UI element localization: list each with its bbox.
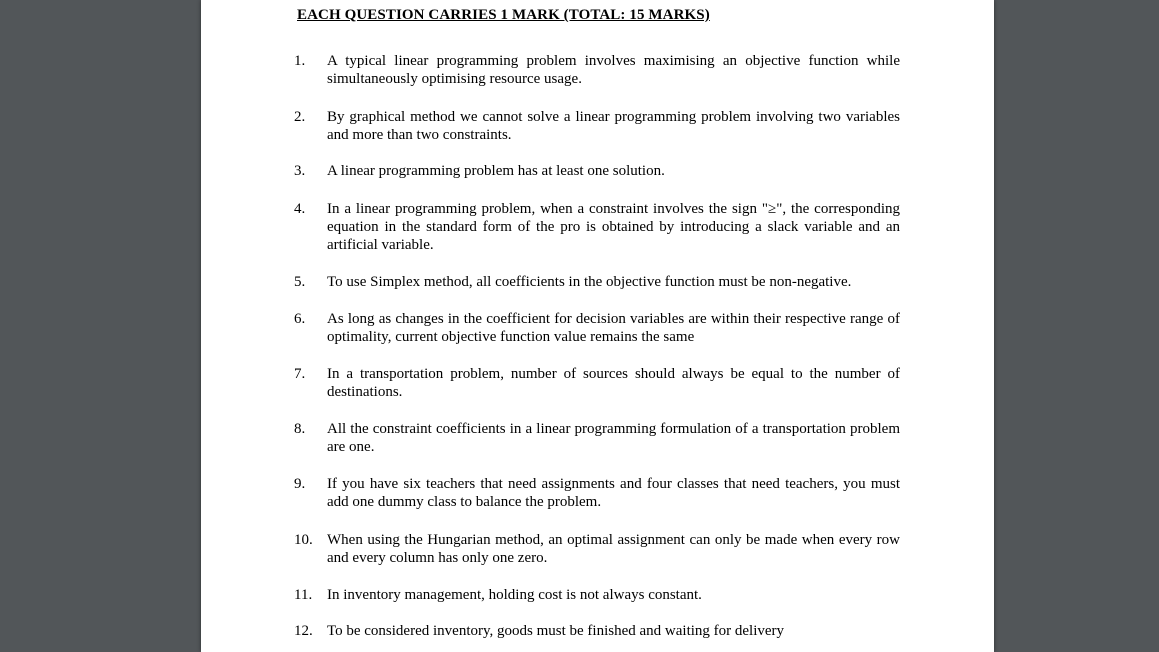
question-text: A typical linear programming problem involves maximising an objective function while simultaneously optimising resource usage. — [327, 53, 900, 87]
question-number: 1. — [294, 53, 306, 69]
question-number: 10. — [294, 532, 313, 548]
question-text: All the constraint coefficients in a linear programming formulation of a transportation problem are one. — [327, 421, 900, 455]
question-text: In a transportation problem, number of sources should always be equal to the number of destinations. — [327, 366, 900, 400]
question-number: 9. — [294, 476, 306, 492]
question-text: To use Simplex method, all coefficients in the objective function must be non-negative. — [327, 274, 852, 290]
question-number: 2. — [294, 109, 306, 125]
question-item — [294, 531, 900, 567]
question-text: To be considered inventory, goods must be finished and waiting for delivery — [327, 623, 785, 639]
question-item — [294, 52, 900, 88]
question-item — [294, 420, 900, 456]
question-number: 11. — [294, 587, 313, 603]
question-number: 3. — [294, 163, 306, 179]
question-number: 7. — [294, 366, 306, 382]
question-number: 5. — [294, 274, 306, 290]
question-item — [294, 273, 900, 291]
question-number: 12. — [294, 623, 313, 639]
question-text: In a linear programming problem, when a constraint involves the sign "≥", the corresponding equation in the standard form of the pro is obtained by introducing a slack variable and an artificial variable. — [327, 201, 900, 253]
question-item — [294, 365, 900, 401]
question-text: When using the Hungarian method, an optimal assignment can only be made when every row and every column has only one zero. — [327, 532, 900, 566]
question-item — [294, 162, 900, 180]
document-page — [201, 0, 994, 652]
question-item — [294, 475, 900, 511]
question-text: By graphical method we cannot solve a linear programming problem involving two variables and more than two constraints. — [327, 109, 900, 143]
question-item — [294, 310, 900, 346]
question-item — [294, 622, 900, 640]
question-text: In inventory management, holding cost is not always constant. — [327, 587, 702, 603]
question-item — [294, 108, 900, 144]
question-text: If you have six teachers that need assignments and four classes that need teachers, you must add one dummy class to balance the problem. — [327, 476, 900, 510]
question-number: 4. — [294, 201, 306, 217]
question-text: A linear programming problem has at least one solution. — [327, 163, 665, 179]
question-item — [294, 200, 900, 254]
section-heading: EACH QUESTION CARRIES 1 MARK (TOTAL: 15 MARKS) — [297, 7, 710, 23]
question-text: As long as changes in the coefficient for decision variables are within their respective range of optimality, current objective function value remains the same — [327, 311, 900, 345]
question-number: 8. — [294, 421, 306, 437]
question-number: 6. — [294, 311, 306, 327]
question-item — [294, 586, 900, 604]
